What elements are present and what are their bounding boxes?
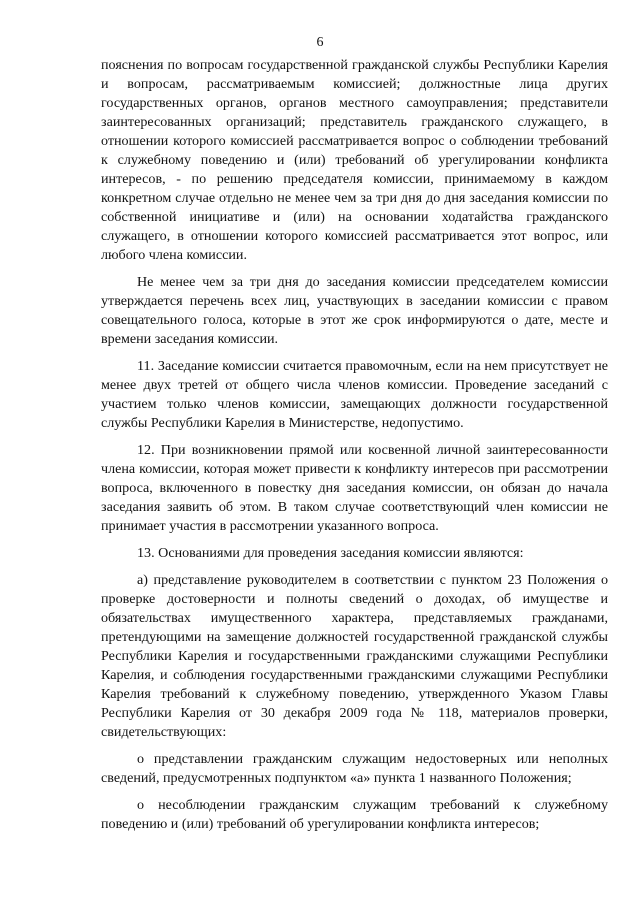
paragraph-item-13: 13. Основаниями для проведения заседания комиссии являются:: [137, 545, 524, 561]
paragraph-item-11: 11. Заседание комиссии считается правомочным, если на нем присутствует не менее двух третей от общего числа членов комиссии. Проведение заседаний с участием только членов комиссии, замещающих должности государственной службы Республики Карелия в Министерстве, недопустимо.: [101, 358, 608, 431]
paragraph-participants-list: Не менее чем за три дня до заседания комиссии председателем комиссии утверждается перечень всех лиц, участвующих в заседании комиссии с правом совещательного голоса, которые в этот же срок информируются о дате, месте и времени заседания комиссии.: [101, 274, 608, 347]
page-number: 6: [316, 35, 324, 50]
paragraph-item-13a: а) представление руководителем в соответствии с пунктом 23 Положения о проверке достоверности и полноты сведений о доходах, об имуществе и обязательствах имущественного характера, представляемых гражданами, претендующими на замещение должностей государственной гражданской службы Республики Карелия и государственными гражданскими служащими Республики Карелия, и соблюдения государственными гражданскими служащими Республики Карелия требований к служебному поведению, утвержденного Указом Главы Республики Карелия от 30 декабря 2009 года № 118, материалов проверки, свидетельствующих:: [101, 572, 608, 740]
paragraph-subitem-conduct: о несоблюдении гражданским служащим требований к служебному поведению и (или) требований об урегулировании конфликта интересов;: [101, 797, 608, 832]
paragraph-item-12: 12. При возникновении прямой или косвенной личной заинтересованности члена комиссии, которая может привести к конфликту интересов при рассмотрении вопроса, включенного в повестку дня заседания комиссии, он обязан до начала заседания заявить об этом. В таком случае соответствующий член комиссии не принимает участия в рассмотрении указанного вопроса.: [101, 442, 608, 534]
paragraph-subitem-false-info: о представлении гражданским служащим недостоверных или неполных сведений, предусмотренных подпунктом «а» пункта 1 названного Положения;: [101, 751, 608, 786]
paragraph-continuation: пояснения по вопросам государственной гражданской службы Республики Карелия и вопросам, рассматриваемым комиссией; должностные лица других государственных органов, органов местного самоуправления; представители заинтересованных организаций; представитель гражданского служащего, в отношении которого комиссией рассматривается вопрос о соблюдении требований к служебному поведению и (или) требований об урегулировании конфликта интересов, - по решению председателя комиссии, принимаемому в каждом конкретном случае отдельно не менее чем за три дня до дня заседания комиссии по собственной инициативе и (или) на основании ходатайства гражданского служащего, в отношении которого комиссией рассматривается этот вопрос, или любого члена комиссии.: [101, 57, 608, 263]
document-body: [101, 56, 608, 834]
